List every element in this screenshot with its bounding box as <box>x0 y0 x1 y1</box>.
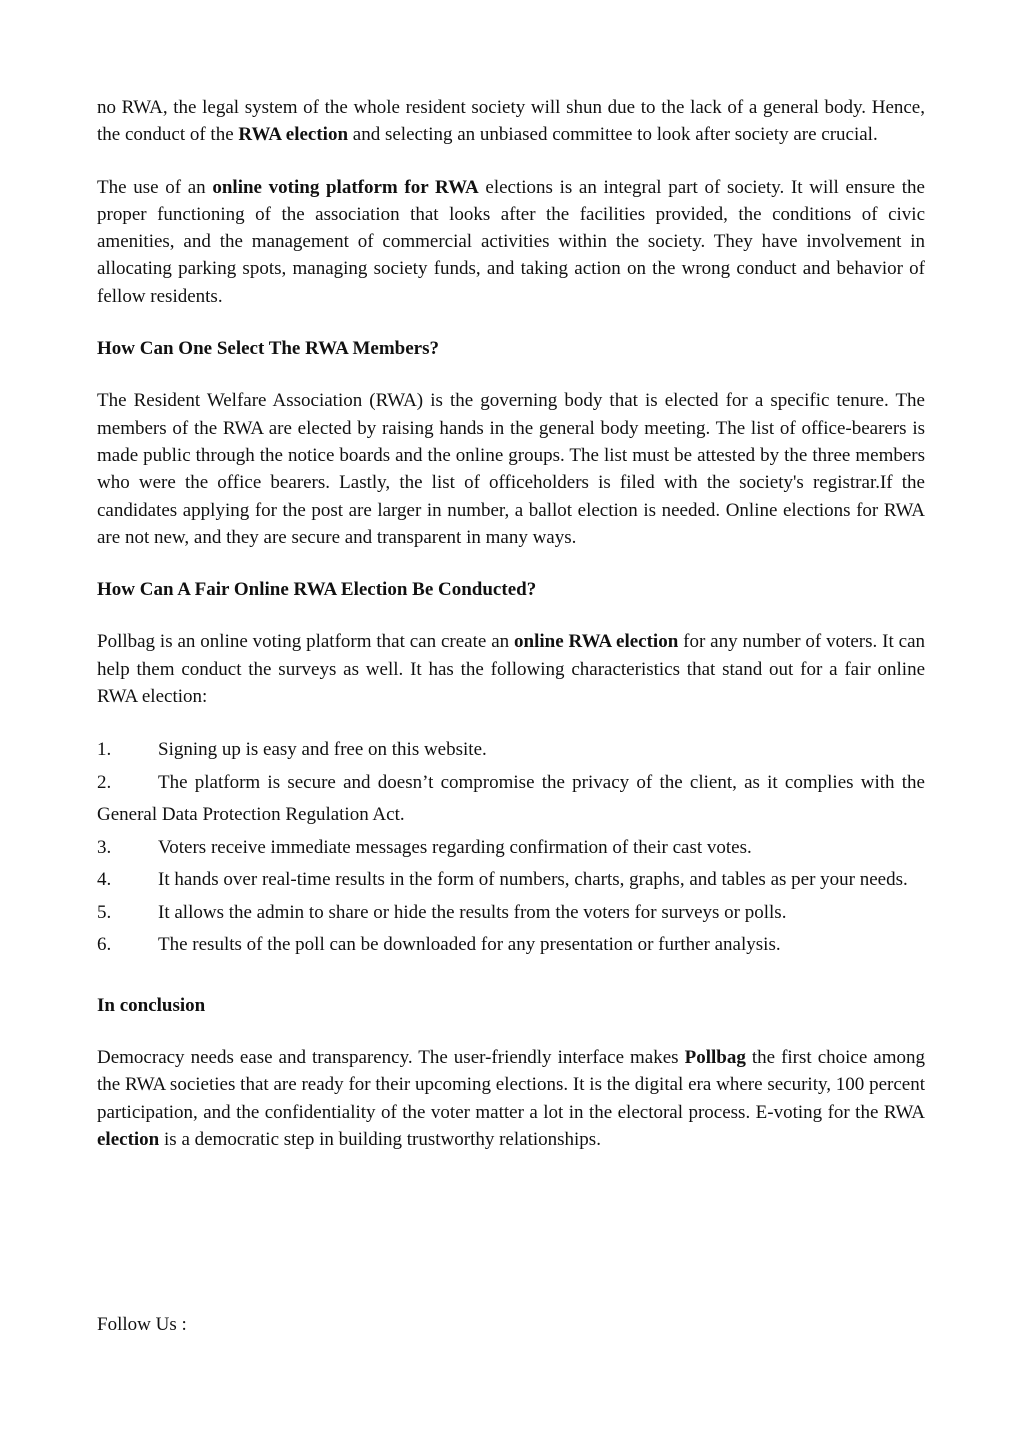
bold-phrase-rwa-election: RWA election <box>238 124 349 146</box>
section-heading-fair-election: How Can A Fair Online RWA Election Be Conducted? <box>97 579 537 601</box>
list-text: The platform is secure and doesn’t compromise the privacy of the client, as it complies with the General Data Protection Regulation Act. <box>97 771 925 826</box>
paragraph-intro <box>97 94 925 149</box>
paragraph-pollbag <box>97 628 925 710</box>
list-item <box>97 864 925 897</box>
paragraph-text: the first choice among the RWA societies that are ready for their upcoming elections. It is the digital era where security, 100 percent participation, and the confidentiality of the voter matter a lot in the electoral process. E-voting for the RWA <box>97 1047 925 1123</box>
list-text: It hands over real-time results in the form of numbers, charts, graphs, and tables as per your needs. <box>158 869 908 891</box>
paragraph-text: is a democratic step in building trustworthy relationships. <box>159 1129 601 1151</box>
list-number: 5. <box>97 901 112 923</box>
list-text: Voters receive immediate messages regarding confirmation of their cast votes. <box>158 836 752 858</box>
paragraph-rwa-description: The Resident Welfare Association (RWA) is the governing body that is elected for a specific tenure. The members of the RWA are elected by raising hands in the general body meeting. The list of office-bearers is made public through the notice boards and the online groups. The list must be attested by the three members who were the office bearers. Lastly, the list of officeholders is filed with the society's registrar.If the candidates applying for the post are larger in number, a ballot election is needed. Online elections for RWA are not new, and they are secure and transparent in many ways. <box>97 390 925 548</box>
list-number: 2. <box>97 771 112 793</box>
section-heading-select-members: How Can One Select The RWA Members? <box>97 338 440 360</box>
list-item <box>97 897 925 930</box>
paragraph-text: elections is an integral part of society. It will ensure the proper functioning of the association that looks after the facilities provided, the conditions of civic amenities, and the management of commercial activities within the society. They have involvement in allocating parking spots, managing society funds, and taking action on the wrong conduct and behavior of fellow residents. <box>97 176 925 307</box>
list-number: 6. <box>97 934 112 956</box>
bold-phrase-online-rwa-election: online RWA election <box>514 631 679 653</box>
paragraph-text: Pollbag is an online voting platform that can create an <box>97 631 515 653</box>
feature-list <box>97 734 925 962</box>
paragraph-text: no RWA, the legal system of the whole resident society will shun due to the lack of a general body. Hence, the conduct of the <box>97 97 925 146</box>
list-text: Signing up is easy and free on this website. <box>158 739 487 761</box>
paragraph-text: and selecting an unbiased committee to look after society are crucial. <box>348 124 878 146</box>
list-item <box>97 832 925 865</box>
list-number: 3. <box>97 836 112 858</box>
list-item <box>97 767 925 832</box>
paragraph-conclusion <box>97 1044 925 1153</box>
list-text: It allows the admin to share or hide the results from the voters for surveys or polls. <box>158 901 787 923</box>
list-number: 4. <box>97 869 112 891</box>
paragraph-online-voting <box>97 174 925 310</box>
list-item <box>97 929 925 962</box>
paragraph-text: The use of an <box>97 176 213 198</box>
bold-phrase-pollbag: Pollbag <box>684 1047 746 1069</box>
section-heading-conclusion: In conclusion <box>97 994 206 1016</box>
list-text: The results of the poll can be downloaded for any presentation or further analysis. <box>158 934 781 956</box>
list-number: 1. <box>97 739 112 761</box>
bold-phrase-online-voting-platform: online voting platform for RWA <box>212 176 479 198</box>
list-item <box>97 734 925 767</box>
bold-phrase-election: election <box>97 1129 160 1151</box>
paragraph-text: for any number of voters. It can help them conduct the surveys as well. It has the following characteristics that stand out for a fair online RWA election: <box>97 631 925 708</box>
document-page <box>97 94 925 1153</box>
follow-us-label: Follow Us : <box>97 1314 187 1335</box>
paragraph-text: Democracy needs ease and transparency. The user-friendly interface makes <box>97 1047 685 1069</box>
